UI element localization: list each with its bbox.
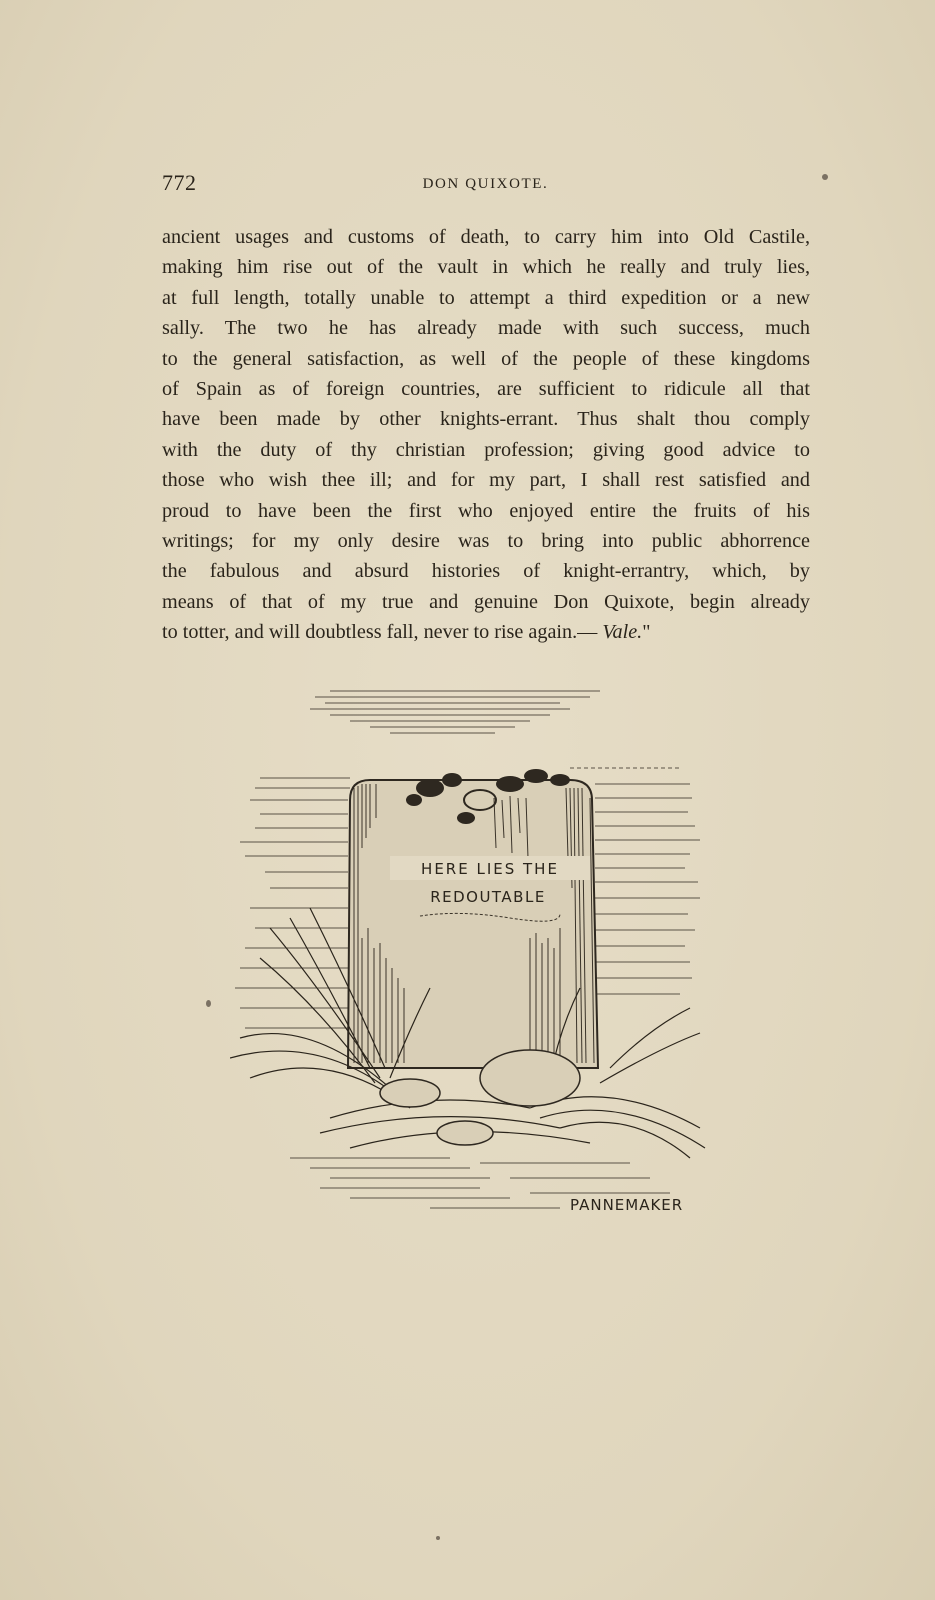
paper-speck	[436, 1536, 440, 1540]
page-number: 772	[162, 170, 197, 195]
paper-speck	[206, 1000, 211, 1007]
text-line: writings; for my only desire was to bring into public abhorrence	[162, 529, 810, 552]
text-line: proud to have been the first who enjoyed entire the fruits of his	[162, 499, 810, 522]
page-header	[162, 172, 809, 198]
running-title: DON QUIXOTE.	[422, 176, 549, 192]
closing-quote: "	[642, 621, 651, 644]
text-line: have been made by other knights-errant. Thus shalt thou comply	[162, 408, 810, 431]
text-line: sally. The two he has already made with such success, much	[162, 317, 810, 340]
text-line: those who wish thee ill; and for my part, I shall rest satisfied and	[162, 469, 810, 492]
text-line: means of that of my true and genuine Don Quixote, begin already	[162, 590, 810, 613]
text-line: to the general satisfaction, as well of the people of these kingdoms	[162, 347, 810, 370]
paper-speck	[822, 174, 828, 180]
text-line: of Spain as of foreign countries, are sufficient to ridicule all that	[162, 377, 810, 400]
tombstone-slab	[348, 769, 598, 1068]
body-paragraph	[162, 222, 810, 647]
vale-italic: Vale.	[602, 621, 643, 644]
text-line: the fabulous and absurd histories of knight-errantry, which, by	[162, 560, 810, 583]
tombstone-engraving	[230, 688, 710, 1248]
text-line: with the duty of thy christian profession; giving good advice to	[162, 438, 810, 461]
inscription-line-2: REDOUTABLE	[430, 888, 546, 906]
text-line: making him rise out of the vault in which he really and truly lies,	[162, 256, 810, 279]
inscription-line-1: HERE LIES THE	[421, 860, 559, 878]
text-line-last-body: to totter, and will doubtless fall, never to rise again.—	[162, 621, 603, 644]
engraving-svg	[230, 688, 710, 1248]
engraver-signature: PANNEMAKER	[570, 1196, 684, 1214]
text-line: ancient usages and customs of death, to carry him into Old Castile,	[162, 226, 810, 248]
text-line-last	[162, 617, 810, 647]
text-line: at full length, totally unable to attempt a third expedition or a new	[162, 286, 810, 309]
